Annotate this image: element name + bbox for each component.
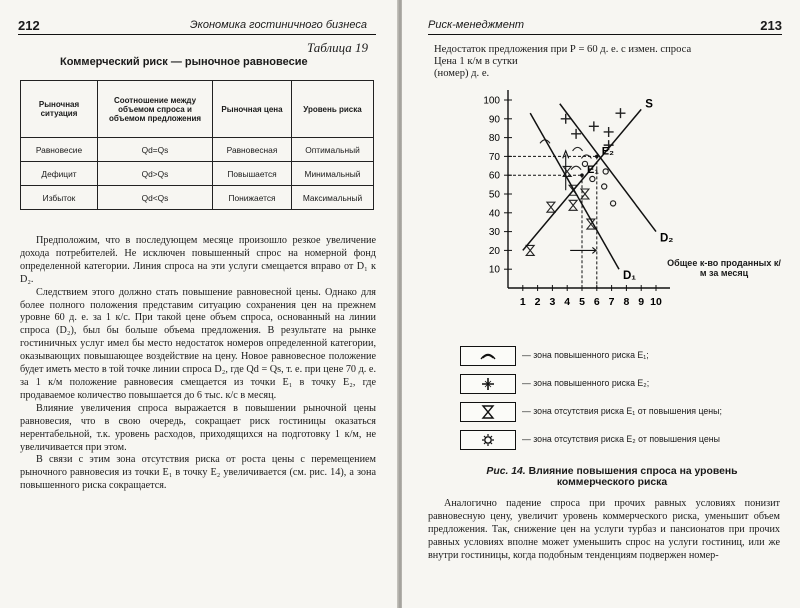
y-tick-label: 100: [483, 95, 500, 107]
y-tick-label: 10: [488, 264, 500, 276]
y-tick-label: 60: [488, 170, 500, 182]
y-tick-label: 50: [488, 189, 500, 201]
paragraph: Аналогично падение спроса при прочих равных условиях понизит равновесную цену, увеличит уровень коммерческого риска, уменьшит объем предложения. Так, снижение цен на услуги турбаз и пансионатов при прочих равных условиях вполне может уменьшить спрос на услуги гостиниц, или же внутри гостиницы, когда подобным тенденциям подвержен номер-: [428, 498, 780, 561]
series-line: [530, 113, 619, 269]
gear-icon: [590, 176, 595, 181]
x-axis-label: Общее к-во проданных к/м за месяц: [667, 258, 781, 278]
series-label: D₂: [660, 232, 674, 245]
table-cell: Qd=Qs: [98, 138, 213, 162]
paragraph: Следствием этого должно стать повышение равновесной цены. Однако для более полного положения представим ситуацию сохранения цен на прежнем уровне 60 д. е. за 1 к/с. При такой цене объем спроса, основанный на линии спроса (D₂), был бы больше объема предложения. В результате на рынке гостиничных услуг имел бы место недостаток номеров определенной категории, оказывающих повышающее воздействие на цену. Новое равновесное положение будет иметь место в той точке линии спроса D₂, где Qd = Qs, т. е. при цене 70 д. е. за 1 к/м положение равновесия смещается из точки E₁ в точку E₂, где продаваемое количество повышается до 6 тыс. к/с в месяц.: [20, 286, 376, 401]
series-line: [560, 104, 656, 232]
hourglass-icon-box: [460, 402, 516, 422]
x-tick-label: 7: [608, 296, 615, 308]
left-page-number: 212: [18, 18, 40, 33]
series-label: D₁: [623, 270, 637, 283]
right-page-number: 213: [760, 18, 782, 33]
star-cross-icon: [461, 375, 515, 393]
right-running-head: Риск-менеджмент: [428, 19, 525, 31]
gear-icon: [603, 169, 608, 174]
left-page-header: [18, 18, 376, 35]
table-cell: Qd>Qs: [98, 162, 213, 186]
x-tick-label: 5: [579, 296, 585, 308]
right-page-header: [428, 18, 782, 35]
y-tick-label: 90: [488, 114, 500, 126]
equilibrium-point: [595, 155, 599, 159]
hourglass-icon: [461, 403, 515, 421]
paragraph: Предположим, что в последующем месяце произошло резкое увеличение дохода потребителей. Не исключен повышенный спрос на номерной фонд определенной категории. Линия спроса на эти услуги смещается вправо от D₁ к D₂.: [20, 235, 376, 285]
arc-icon-box: [460, 346, 516, 366]
table-caption: Коммерческий риск — рыночное равновесие: [60, 56, 308, 68]
table-header-cell: Рыночная ситуация: [21, 81, 98, 138]
x-tick-label: 10: [650, 296, 662, 308]
gear-icon: [602, 184, 607, 189]
table-header-cell: Рыночная цена: [213, 81, 292, 138]
chart-title-line: Цена 1 к/м в сутки: [434, 56, 518, 67]
paragraph: Влияние увеличения спроса выражается в повышении рыночной цены равновесия, что в свою очередь, сокращает риск гостиницы оказаться нерентабельной, т.к. уровень расходов, приходящихся на подготовку 1 к/м, не увеличивается при этом.: [20, 402, 376, 453]
y-tick-label: 80: [488, 133, 500, 145]
right-page: [402, 0, 800, 608]
table-header-cell: Соотношение между объемом спроса и объемом предложения: [98, 81, 213, 138]
table-cell: Понижается: [213, 186, 292, 210]
arc-icon: [573, 147, 583, 151]
chart-title: [434, 44, 764, 80]
gear-icon-box: [460, 430, 516, 450]
star-cross-icon: [604, 127, 614, 137]
legend-text: — зона повышенного риска E₂;: [522, 378, 650, 388]
x-tick-label: 8: [623, 296, 630, 308]
arc-icon: [571, 166, 581, 170]
table-cell: Минимальный: [292, 162, 374, 186]
table-cell: Равновесная: [213, 138, 292, 162]
gear-icon: [610, 201, 615, 206]
left-body-text: [20, 235, 376, 493]
figure-caption-text: Влияние повышения спроса на уровень коммерческого риска: [528, 466, 738, 488]
arc-icon: [461, 347, 515, 365]
y-tick-label: 20: [488, 245, 500, 257]
equilibrium-label: E₂: [601, 145, 615, 158]
star-cross-icon: [589, 121, 599, 131]
chart-title-line: (номер) д. е.: [434, 68, 490, 79]
table-row: [21, 162, 374, 186]
y-tick-label: 40: [488, 208, 500, 220]
series-label: S: [645, 98, 653, 111]
table-cell: Оптимальный: [292, 138, 374, 162]
right-body-text: [428, 498, 780, 563]
table-cell: Максимальный: [292, 186, 374, 210]
x-tick-label: 4: [564, 296, 571, 308]
legend-text: — зона повышенного риска E₁;: [522, 350, 649, 360]
table-header-cell: Уровень риска: [292, 81, 374, 138]
table-cell: Равновесие: [21, 138, 98, 162]
legend-text: — зона отсутствия риска E₁ от повышения цены;: [522, 406, 722, 416]
chart-axes: [483, 90, 670, 308]
chart-title-line: Недостаток предложения при Р = 60 д. е. с измен. спроса: [434, 44, 692, 55]
table-cell: Qd<Qs: [98, 186, 213, 210]
left-page: [0, 0, 398, 608]
table-cell: Повышается: [213, 162, 292, 186]
equilibrium-label: E₁: [587, 164, 599, 177]
hourglass-icon: [547, 202, 555, 212]
left-running-head: Экономика гостиничного бизнеса: [190, 19, 367, 31]
equilibrium-point: [580, 173, 584, 177]
x-tick-label: 2: [534, 296, 541, 308]
chart-marks: [508, 98, 673, 288]
star-cross-icon: [615, 108, 625, 118]
hourglass-icon: [569, 200, 577, 210]
hourglass-icon: [526, 245, 534, 255]
star-cross-icon-box: [460, 374, 516, 394]
table-row: [21, 138, 374, 162]
y-tick-label: 70: [488, 151, 500, 163]
table-number: Таблица 19: [306, 40, 368, 55]
supply-demand-chart: [402, 88, 800, 328]
gear-icon: [461, 431, 515, 449]
table-cell: Дефицит: [21, 162, 98, 186]
x-tick-label: 6: [593, 296, 600, 308]
table-header-row: [21, 81, 374, 138]
figure-caption-label: Рис. 14.: [486, 466, 526, 477]
legend-text: — зона отсутствия риска E₂ от повышения цены: [522, 434, 720, 444]
y-tick-label: 30: [488, 227, 500, 239]
figure-caption: [472, 466, 752, 488]
x-tick-label: 3: [549, 296, 556, 308]
paragraph: В связи с этим зона отсутствия риска от роста цены с перемещением рыночного равновесия из точки E₁ в точку E₂ увеличивается (см. рис. 14), а зона повышенного риска сокращается.: [20, 454, 376, 492]
x-tick-label: 9: [638, 296, 645, 308]
x-tick-label: 1: [519, 296, 526, 308]
table-cell: Избыток: [21, 186, 98, 210]
table-row: [21, 186, 374, 210]
risk-table: [20, 80, 374, 210]
